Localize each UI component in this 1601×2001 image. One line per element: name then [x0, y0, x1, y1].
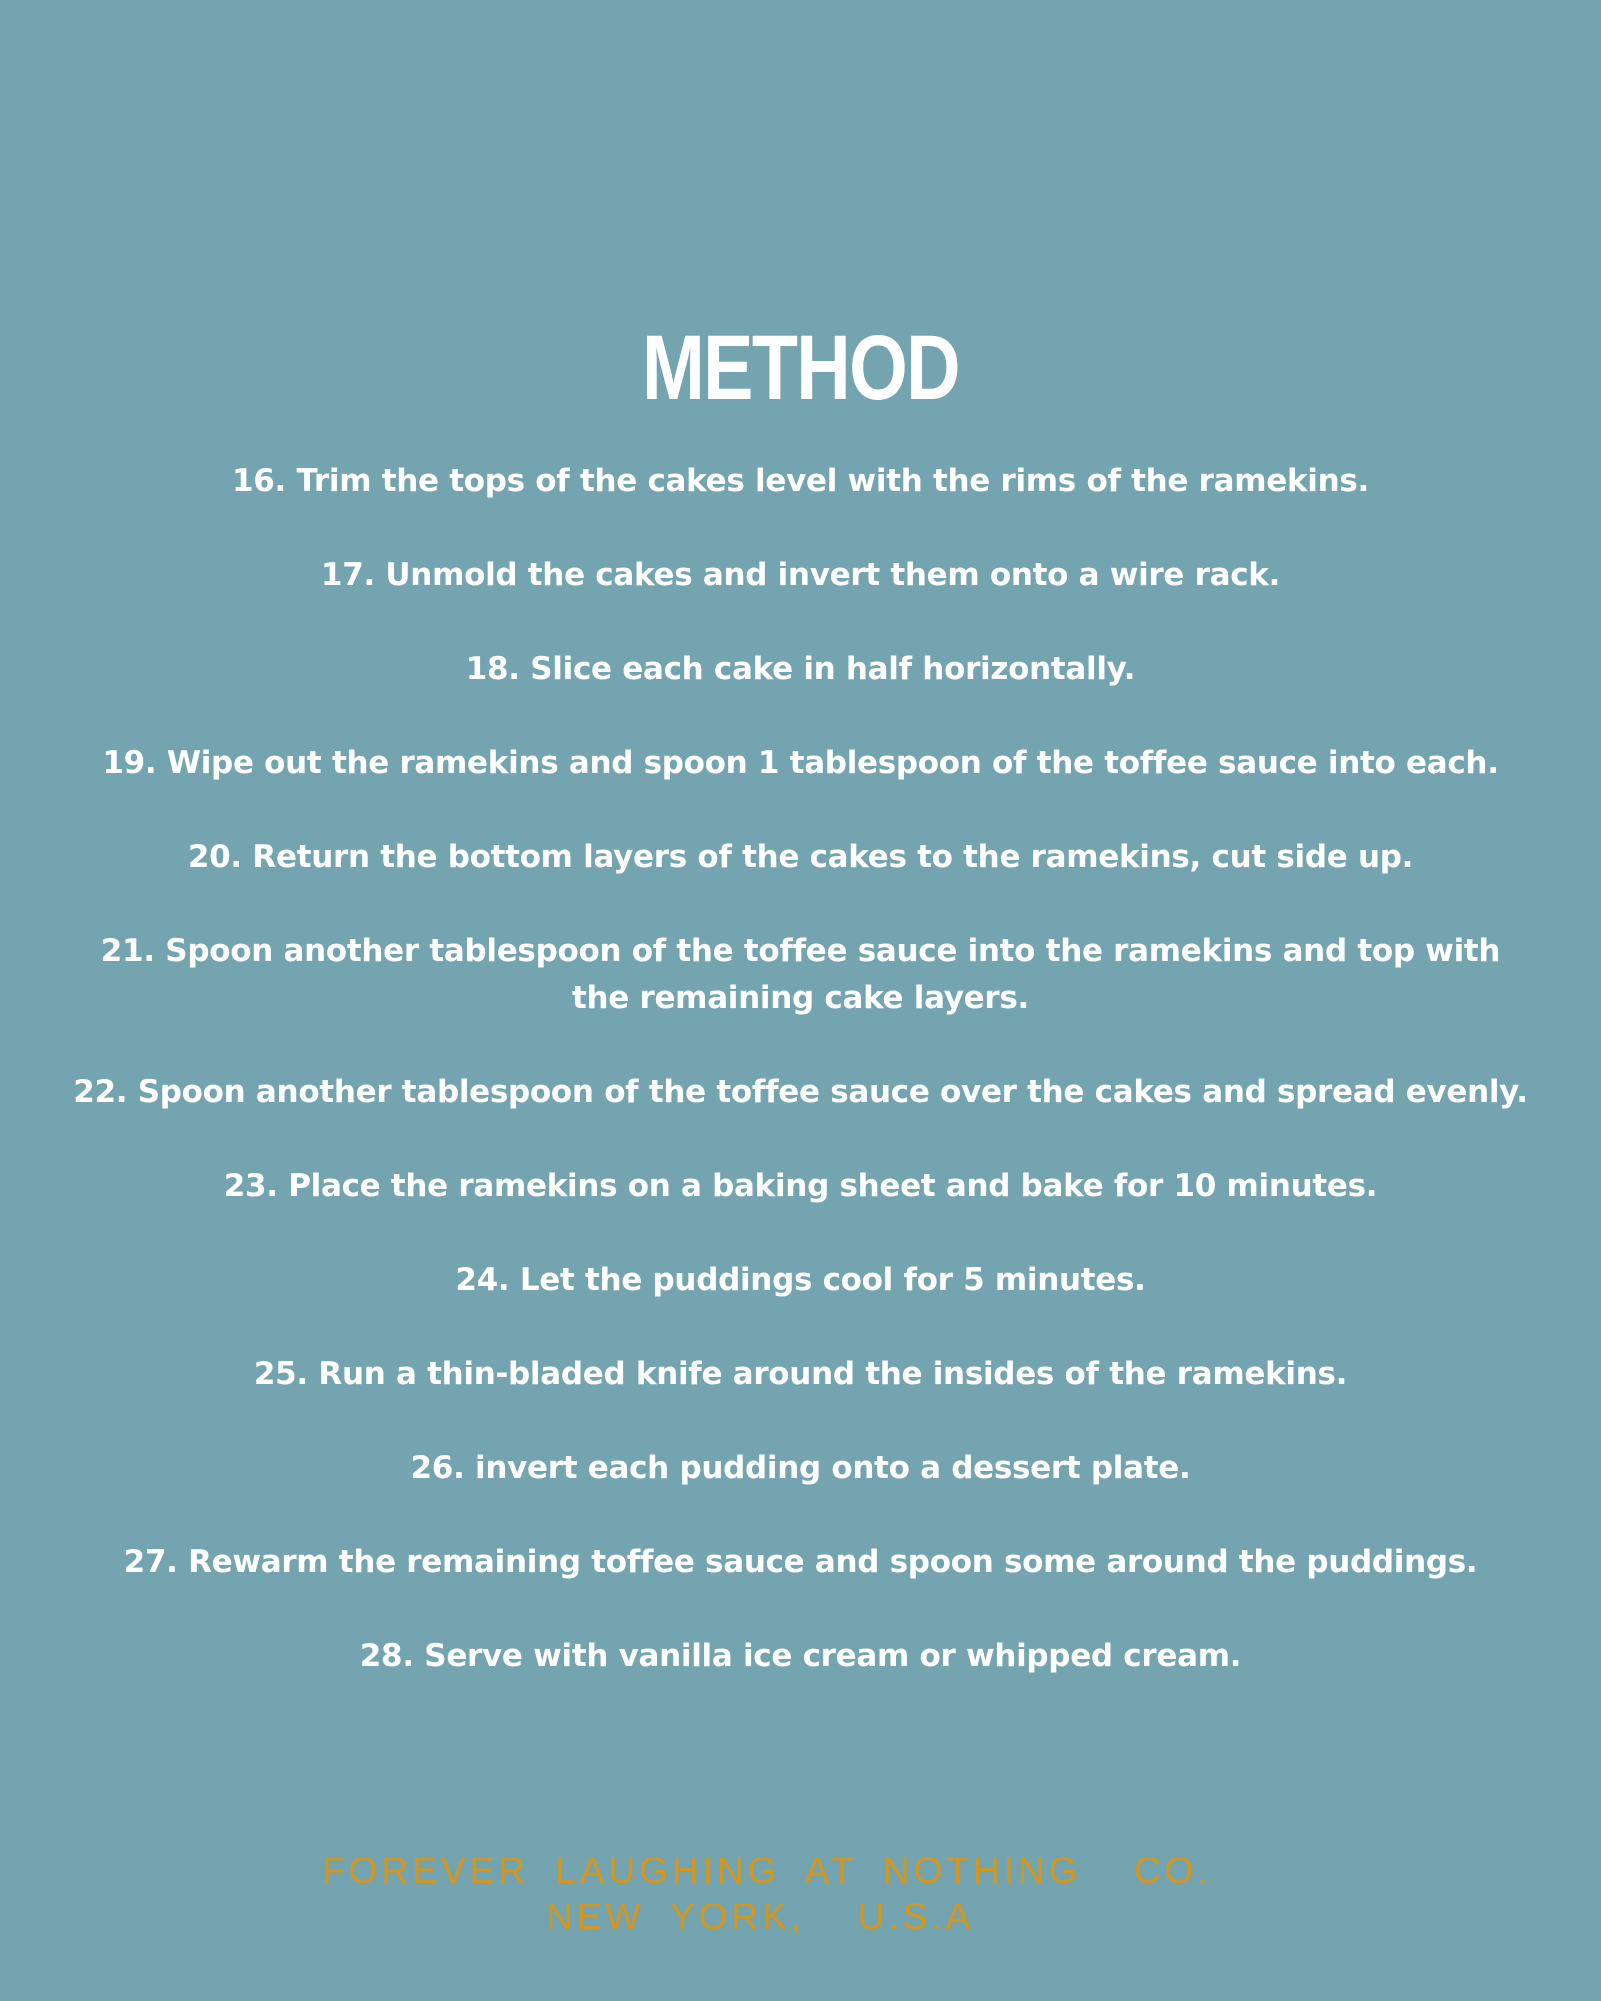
method-step: 28. Serve with vanilla ice cream or whipped cream. [359, 1638, 1242, 1674]
company-location: NEW YORK, U.S.A [546, 1896, 975, 1937]
method-step: 20. Return the bottom layers of the cakes to the ramekins, cut side up. [187, 839, 1414, 875]
method-step: 25. Run a thin-bladed knife around the insides of the ramekins. [253, 1356, 1348, 1392]
method-step: 26. invert each pudding onto a dessert plate. [410, 1450, 1191, 1486]
method-step: 27. Rewarm the remaining toffee sauce and spoon some around the puddings. [123, 1544, 1478, 1580]
method-step: 19. Wipe out the ramekins and spoon 1 tablespoon of the toffee sauce into each. [102, 745, 1499, 781]
method-step: 24. Let the puddings cool for 5 minutes. [455, 1262, 1146, 1298]
company-name: FOREVER LAUGHING AT NOTHING CO. [322, 1850, 1212, 1891]
method-step: 16. Trim the tops of the cakes level with the rims of the ramekins. [231, 463, 1369, 499]
method-step: 17. Unmold the cakes and invert them onto a wire rack. [320, 557, 1281, 593]
page-title: METHOD [641, 317, 960, 419]
method-step: 18. Slice each cake in half horizontally. [465, 651, 1136, 687]
method-step: 21. Spoon another tablespoon of the toffee sauce into the ramekins and top with the remaining cake layers. [100, 933, 1501, 1016]
method-steps-list [20, 458, 1581, 1727]
method-step: 23. Place the ramekins on a baking sheet and bake for 10 minutes. [223, 1168, 1378, 1204]
method-step: 22. Spoon another tablespoon of the toffee sauce over the cakes and spread evenly. [73, 1074, 1528, 1110]
